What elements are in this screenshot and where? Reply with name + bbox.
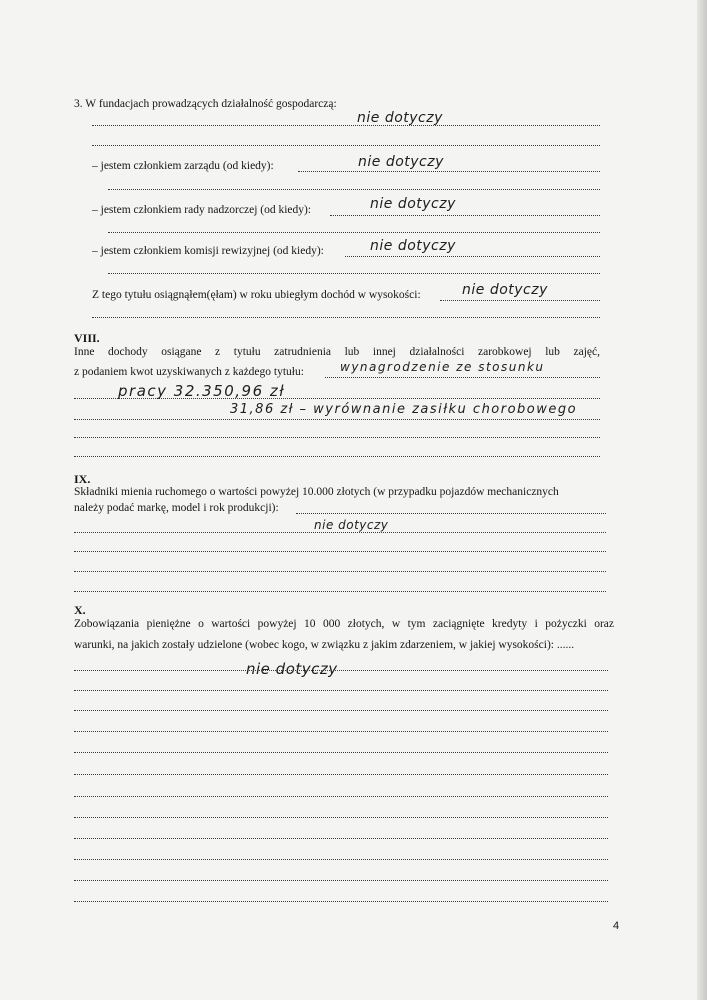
- section-ix-text-1: Składniki mienia ruchomego o wartości powyżej 10.000 złotych (w przypadku pojazdów mechanicznych: [74, 486, 559, 498]
- section-x-heading: X.: [74, 603, 86, 617]
- answer-line: [74, 796, 608, 797]
- answer-line: [440, 300, 600, 301]
- handwritten-answer-liabilities: nie dotyczy: [246, 660, 338, 678]
- answer-line: [74, 532, 606, 533]
- answer-line: [74, 859, 608, 860]
- answer-line: [74, 774, 608, 775]
- handwritten-answer-employment-3: 31,86 zł – wyrównanie zasiłku chorobowego: [230, 402, 578, 417]
- answer-line: [108, 273, 600, 274]
- answer-line: [92, 125, 600, 126]
- answer-line: [74, 591, 606, 592]
- income-label: Z tego tytułu osiągnąłem(ęłam) w roku ubiegłym dochód w wysokości:: [92, 289, 421, 301]
- answer-line: [74, 838, 608, 839]
- answer-line: [92, 145, 600, 146]
- answer-line: [74, 437, 600, 438]
- answer-line: [74, 571, 606, 572]
- item-3-label: 3. W fundacjach prowadzących działalność gospodarczą:: [74, 98, 337, 110]
- answer-line: [74, 901, 608, 902]
- answer-line: [74, 880, 608, 881]
- handwritten-answer-employment-1: wynagrodzenie ze stosunku: [340, 360, 545, 374]
- answer-line: [325, 377, 600, 378]
- handwritten-answer-supervisory: nie dotyczy: [370, 196, 456, 212]
- section-ix-heading: IX.: [74, 472, 91, 486]
- section-x-text-1: Zobowiązania pieniężne o wartości powyżej 10 000 złotych, w tym zaciągnięte kredyty i pożyczki oraz: [74, 618, 614, 630]
- answer-line: [108, 189, 600, 190]
- answer-line: [345, 256, 600, 257]
- handwritten-answer-audit: nie dotyczy: [370, 238, 456, 254]
- page-number: 4: [613, 920, 620, 932]
- audit-committee-label: – jestem członkiem komisji rewizyjnej (od kiedy):: [92, 245, 324, 257]
- section-ix-text-2: należy podać markę, model i rok produkcji):: [74, 502, 279, 514]
- handwritten-answer-board: nie dotyczy: [358, 154, 444, 170]
- section-viii-text-2: z podaniem kwot uzyskiwanych z każdego tytułu:: [74, 366, 304, 378]
- answer-line: [74, 731, 608, 732]
- answer-line: [108, 232, 600, 233]
- answer-line: [298, 171, 600, 172]
- handwritten-answer-movable-assets: nie dotyczy: [314, 518, 389, 532]
- supervisory-board-label: – jestem członkiem rady nadzorczej (od kiedy):: [92, 204, 312, 216]
- section-x-text-2: warunki, na jakich zostały udzielone (wobec kogo, w związku z jakim zdarzeniem, w jakiej wysokości): ......: [74, 639, 575, 651]
- answer-line: [74, 419, 600, 420]
- answer-line: [330, 215, 600, 216]
- answer-line: [74, 456, 600, 457]
- section-viii-text-1: Inne dochody osiągane z tytułu zatrudnienia lub innej działalności zarobkowej lub zajęć,: [74, 346, 600, 358]
- section-viii-heading: VIII.: [74, 331, 100, 345]
- scan-edge-shadow: [697, 0, 707, 1000]
- answer-line: [296, 513, 606, 514]
- answer-line: [92, 317, 600, 318]
- board-member-label: – jestem członkiem zarządu (od kiedy):: [92, 160, 274, 172]
- handwritten-answer-income: nie dotyczy: [462, 282, 548, 298]
- answer-line: [74, 710, 608, 711]
- handwritten-answer-foundations: nie dotyczy: [357, 110, 443, 126]
- answer-line: [74, 817, 608, 818]
- answer-line: [74, 752, 608, 753]
- answer-line: [74, 551, 606, 552]
- handwritten-answer-employment-2: pracy 32.350,96 zł: [118, 382, 286, 400]
- answer-line: [74, 690, 608, 691]
- answer-line: [74, 670, 608, 671]
